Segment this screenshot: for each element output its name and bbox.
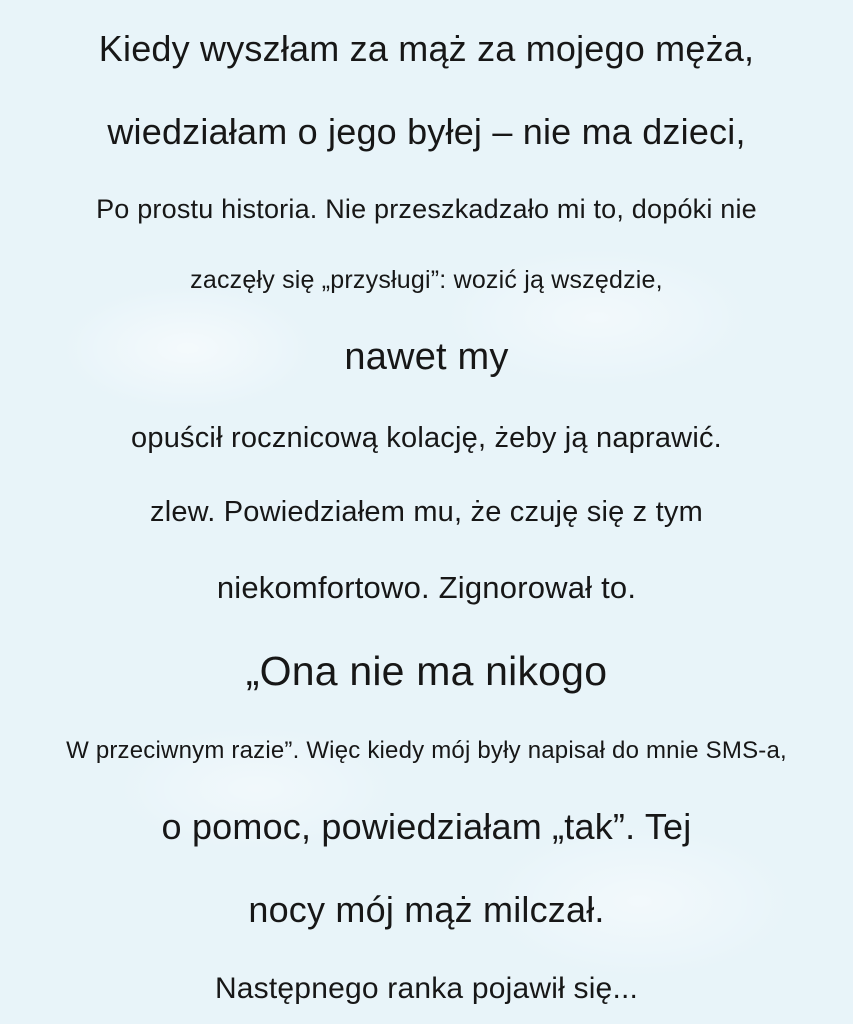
story-line-10: W przeciwnym razie”. Więc kiedy mój były napisał do mnie SMS-a, — [66, 736, 787, 764]
story-line-5: nawet my — [344, 336, 509, 379]
story-line-4: zaczęły się „przysługi”: wozić ją wszędzie, — [190, 265, 663, 294]
story-line-7: zlew. Powiedziałem mu, że czuję się z tym — [150, 496, 703, 529]
story-line-8: niekomfortowo. Zignorował to. — [216, 569, 637, 605]
story-line-1: Kiedy wyszłam za mąż za mojego męża, — [98, 28, 755, 69]
story-line-12: nocy mój mąż milczał. — [248, 889, 605, 931]
story-line-13: Następnego ranka pojawił się... — [214, 972, 639, 1006]
story-line-3: Po prostu historia. Nie przeszkadzało mi to, dopóki nie — [96, 193, 757, 224]
story-line-2: wiedziałam o jego byłej – nie ma dzieci, — [107, 111, 746, 153]
story-line-6: opuścił rocznicową kolację, żeby ją naprawić. — [131, 421, 722, 454]
story-line-9: „Ona nie ma nikogo — [245, 648, 608, 694]
story-line-11: o pomoc, powiedziałam „tak”. Tej — [161, 805, 692, 847]
